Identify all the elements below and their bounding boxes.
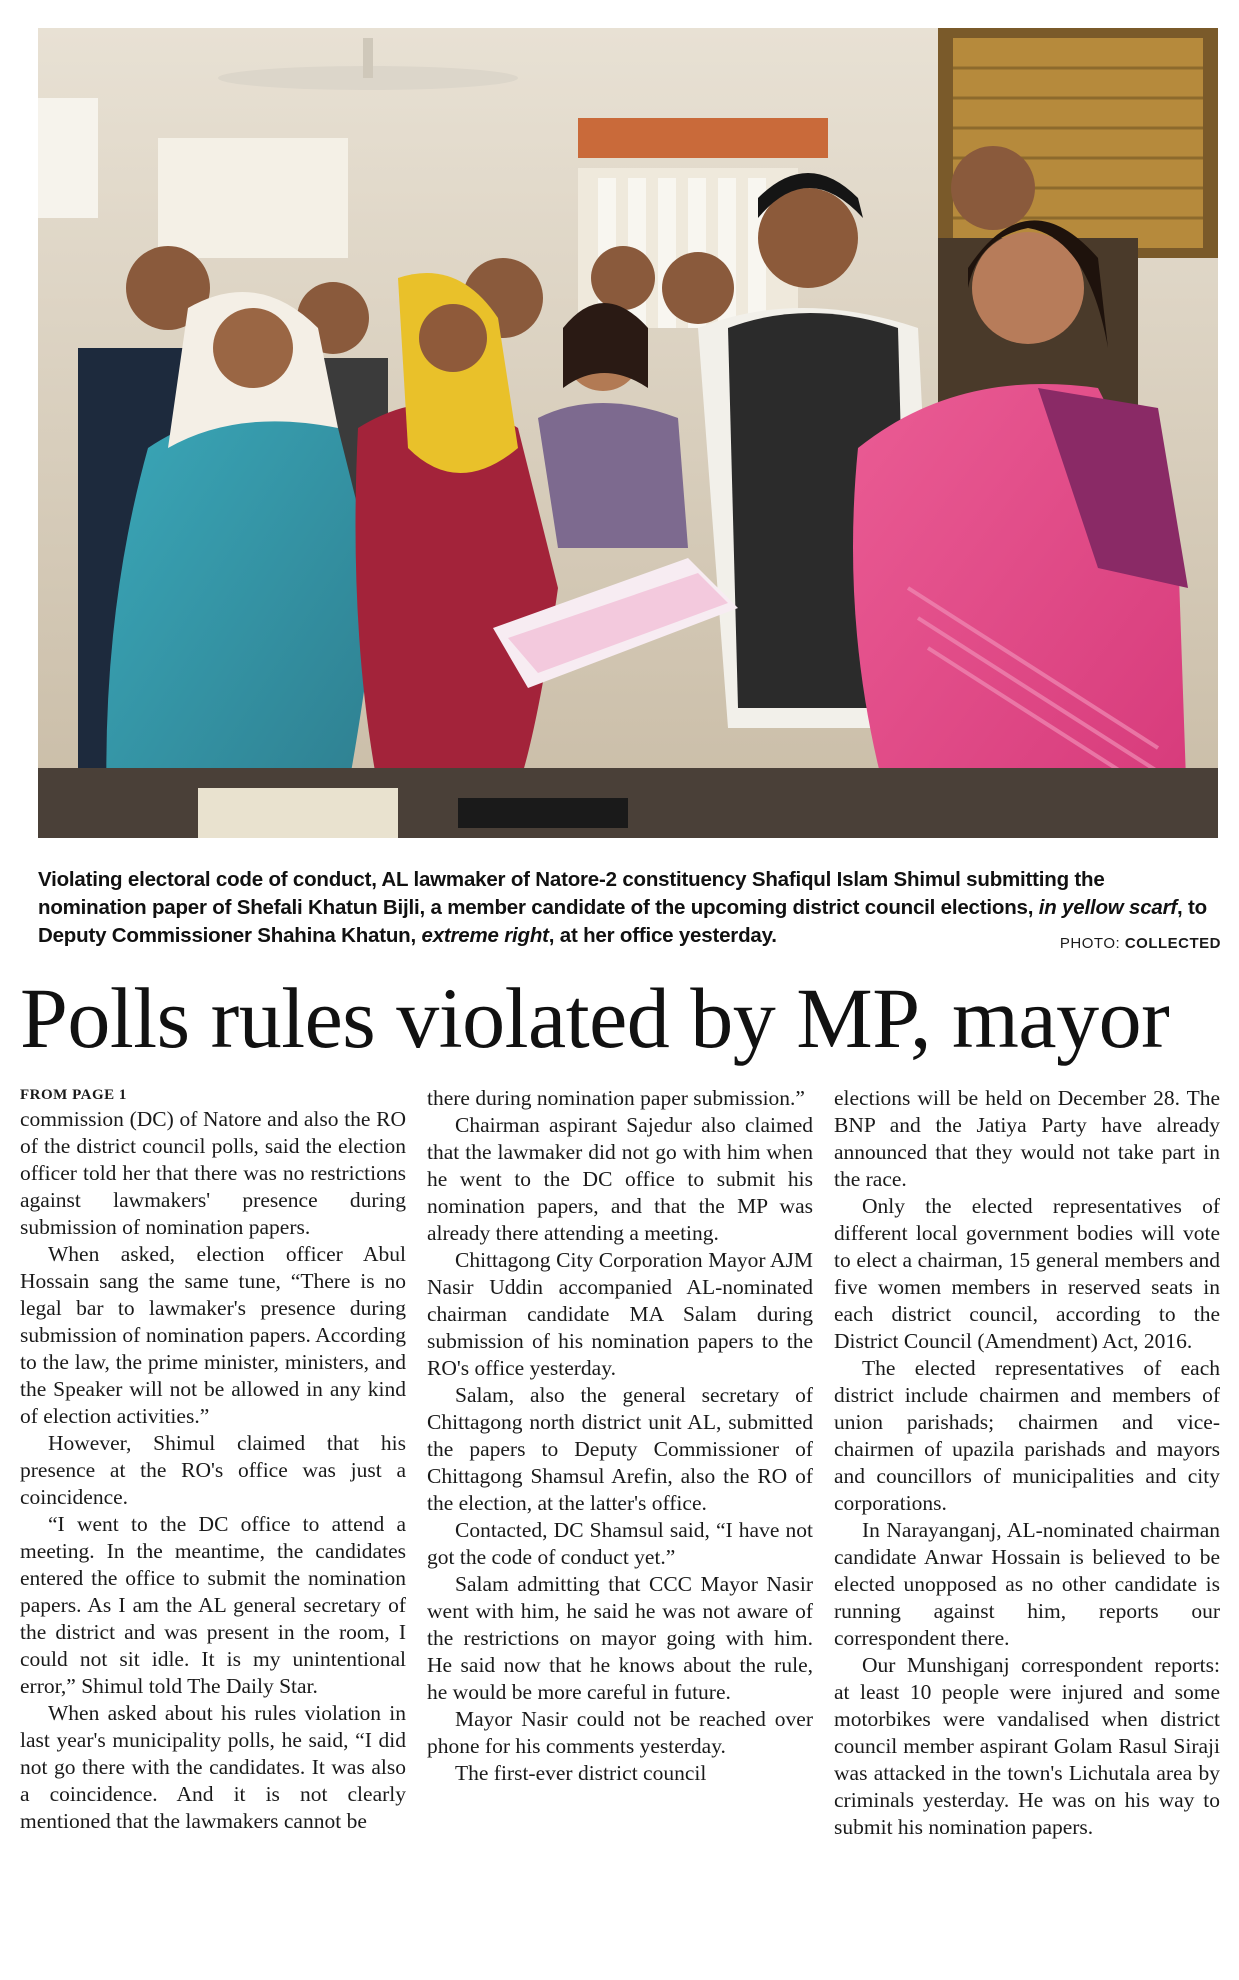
caption-text-2: , to Deputy Commissioner Shahina Khatun, [38,896,1207,947]
paragraph: Our Munshiganj correspondent reports: at least 10 people were injured and some motorbikes were vandalised when district council member aspirant Golam Rasul Siraji was attacked in the town's Lichutala area by criminals yesterday. He was on his way to submit his nomination papers. [834,1653,1220,1839]
paragraph: Contacted, DC Shamsul said, “I have not got the code of conduct yet.” [427,1518,813,1569]
paragraph: Chairman aspirant Sajedur also claimed that the lawmaker did not go with him when he went to the DC office to submit his nomination papers, and that the MP was already there attending a meeting. [427,1113,813,1245]
article-body [20,1085,1220,1975]
paragraph: elections will be held on December 28. The BNP and the Jatiya Party have already announced that they would not take part in the race. [834,1086,1220,1191]
paragraph: The first-ever district council [455,1761,707,1785]
paragraph: However, Shimul claimed that his presence at the RO's office was just a coincidence. [20,1431,406,1509]
paragraph: When asked, election officer Abul Hossain sang the same tune, “There is no legal bar to lawmaker's presence during submission of nomination papers. According to the law, the prime minister, ministers, and the Speaker will not be allowed in any kind of election activities.” [20,1242,406,1428]
article-column-2 [427,1085,813,1975]
continuation-kicker: FROM PAGE 1 [20,1087,127,1103]
paragraph: Only the elected representatives of different local government bodies will vote to elect a chairman, 15 general members and five women members in reserved seats in each district council, according to the District Council (Amendment) Act, 2016. [834,1194,1220,1353]
article-column-3 [834,1085,1220,1975]
paragraph: there during nomination paper submission.” [427,1086,805,1110]
paragraph: The elected representatives of each district include chairmen and members of union parishads; chairmen and vice-chairmen of upazila parishads and mayors and councillors of municipalities and city corporations. [834,1356,1220,1515]
paragraph: Salam, also the general secretary of Chittagong north district unit AL, submitted the papers to Deputy Commissioner of Chittagong Shamsul Arefin, also the RO of the election, at the latter's office. [427,1383,813,1515]
paragraph: commission (DC) of Natore and also the RO of the district council polls, said the election officer told her that there was no restrictions against lawmakers' presence during submission of nomination papers. [20,1107,406,1239]
caption-emphasis-1: in yellow scarf [1038,896,1178,919]
photo-credit-source: COLLECTED [1124,935,1221,952]
paragraph: When asked about his rules violation in last year's municipality polls, he said, “I did not go there with the candidates. It was also a coincidence. And it is not clearly mentioned that the lawmakers cannot be [20,1701,406,1833]
article-headline: Polls rules violated by MP, mayor [20,970,1170,1066]
paragraph: “I went to the DC office to attend a meeting. In the meantime, the candidates entered the office to submit the nomination papers. As I am the AL general secretary of the district and was present in the room, I could not sit idle. It is my unintentional error,” Shimul told The Daily Star. [20,1512,406,1698]
photo-credit-label: PHOTO: [1059,935,1121,952]
paragraph: In Narayanganj, AL-nominated chairman candidate Anwar Hossain is believed to be elected unopposed as no other candidate is running against him, reports our correspondent there. [834,1518,1220,1650]
article-column-1 [20,1085,406,1975]
caption-text-3: , at her office yesterday. [548,924,777,947]
paragraph: Mayor Nasir could not be reached over phone for his comments yesterday. [427,1707,813,1758]
photo-illustration [38,28,1218,838]
paragraph: Salam admitting that CCC Mayor Nasir went with him, he said he was not aware of the restrictions on mayor going with him. He said now that he knows about the rule, he would be more careful in future. [427,1572,813,1704]
caption-text-1: Violating electoral code of conduct, AL lawmaker of Natore-2 constituency Shafiqul Islam Shimul submitting the nomination paper of Shefali Khatun Bijli, a member candidate of the upcoming district council elections, [38,868,1105,919]
photo-credit [1060,935,1221,952]
caption-emphasis-2: extreme right [421,924,549,947]
paragraph: Chittagong City Corporation Mayor AJM Nasir Uddin accompanied AL-nominated chairman candidate MA Salam during submission of his nomination papers to the RO's office yesterday. [427,1248,813,1380]
news-photo [38,28,1218,838]
photo-caption [38,866,1218,950]
